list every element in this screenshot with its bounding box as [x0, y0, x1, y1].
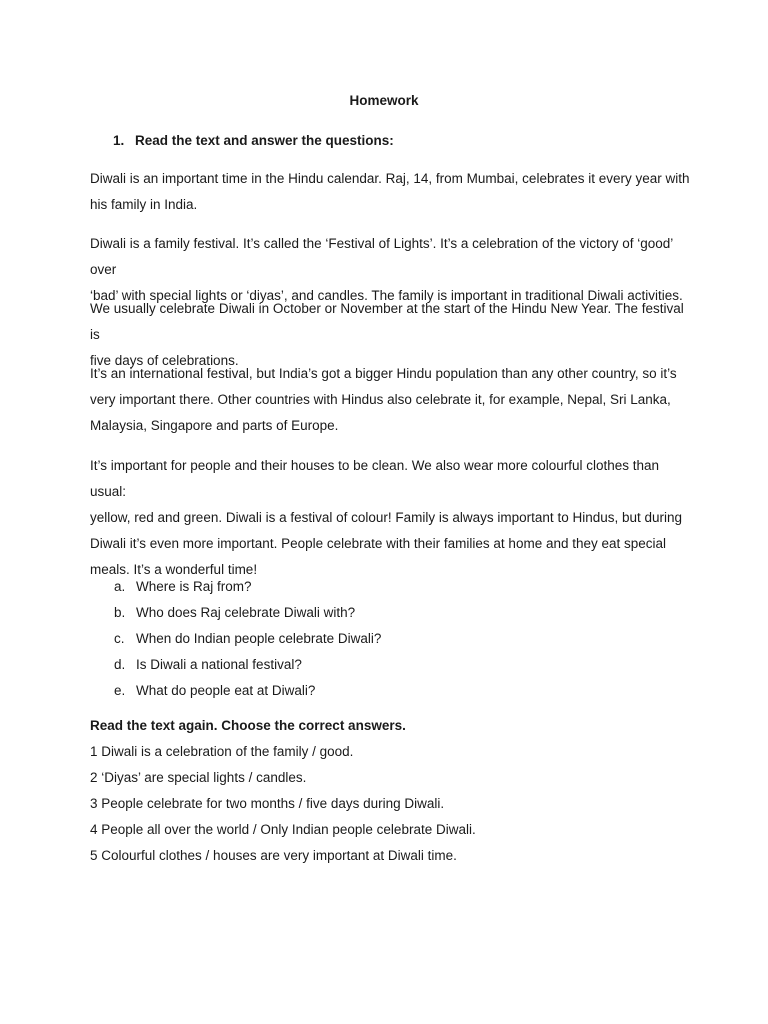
paragraph-line: It’s important for people and their houses to be clean. We also wear more colourful clothes than usual:: [90, 458, 660, 499]
question-item: [114, 574, 381, 600]
question-letter: b.: [114, 605, 126, 620]
paragraph-line: Diwali it’s even more important. People celebrate with their families at home and they eat special: [90, 536, 667, 551]
paragraph-line: Diwali is a family festival. It’s called the ‘Festival of Lights’. It’s a celebration of the victory of ‘good’ over: [90, 236, 673, 277]
choice-item: 5 Colourful clothes / houses are very important at Diwali time.: [90, 848, 457, 863]
question-item: [114, 678, 381, 704]
paragraph-line: It’s an international festival, but India’s got a bigger Hindu population than any other country, so it’s: [90, 366, 677, 381]
paragraph-line: meals. It’s a wonderful time!: [90, 562, 258, 577]
question-text: What do people eat at Diwali?: [136, 683, 316, 698]
paragraph-line: Malaysia, Singapore and parts of Europe.: [90, 418, 339, 433]
document-title: Homework: [349, 93, 419, 108]
exercise-instruction-text: Read the text and answer the questions:: [135, 133, 394, 148]
question-list: [114, 574, 381, 704]
paragraph-4: [90, 361, 690, 439]
question-item: [114, 600, 381, 626]
choice-item: 2 ‘Diyas’ are special lights / candles.: [90, 770, 307, 785]
exercise-2: [90, 713, 476, 869]
question-text: When do Indian people celebrate Diwali?: [136, 631, 382, 646]
question-text: Is Diwali a national festival?: [136, 657, 302, 672]
paragraph-line: very important there. Other countries with Hindus also celebrate it, for example, Nepal, Sri Lanka,: [90, 392, 671, 407]
choice-item: 1 Diwali is a celebration of the family / good.: [90, 744, 354, 759]
question-letter: a.: [114, 579, 126, 594]
paragraph-line: We usually celebrate Diwali in October or November at the start of the Hindu New Year. The festival is: [90, 301, 684, 342]
question-text: Who does Raj celebrate Diwali with?: [136, 605, 356, 620]
paragraph-line: Diwali is an important time in the Hindu calendar. Raj, 14, from Mumbai, celebrates it every year with: [90, 171, 690, 186]
question-item: [114, 626, 381, 652]
paragraph-line: five days of celebrations.: [90, 353, 239, 368]
paragraph-line: ‘bad’ with special lights or ‘diyas’, and candles. The family is important in traditional Diwali activities.: [90, 288, 683, 303]
paragraph-5: [90, 453, 690, 583]
question-item: [114, 652, 381, 678]
paragraph-line: his family in India.: [90, 197, 198, 212]
choice-item: 3 People celebrate for two months / five days during Diwali.: [90, 796, 445, 811]
question-letter: d.: [114, 657, 126, 672]
exercise-number: 1.: [113, 133, 125, 148]
paragraph-line: yellow, red and green. Diwali is a festival of colour! Family is always important to Hindus, but during: [90, 510, 683, 525]
question-letter: c.: [114, 631, 125, 646]
paragraph-1: [90, 166, 690, 218]
choice-item: 4 People all over the world / Only Indian people celebrate Diwali.: [90, 822, 476, 837]
exercise-2-heading: Read the text again. Choose the correct answers.: [90, 718, 406, 733]
question-text: Where is Raj from?: [136, 579, 252, 594]
exercise-1-instruction: [113, 133, 394, 148]
question-letter: e.: [114, 683, 126, 698]
